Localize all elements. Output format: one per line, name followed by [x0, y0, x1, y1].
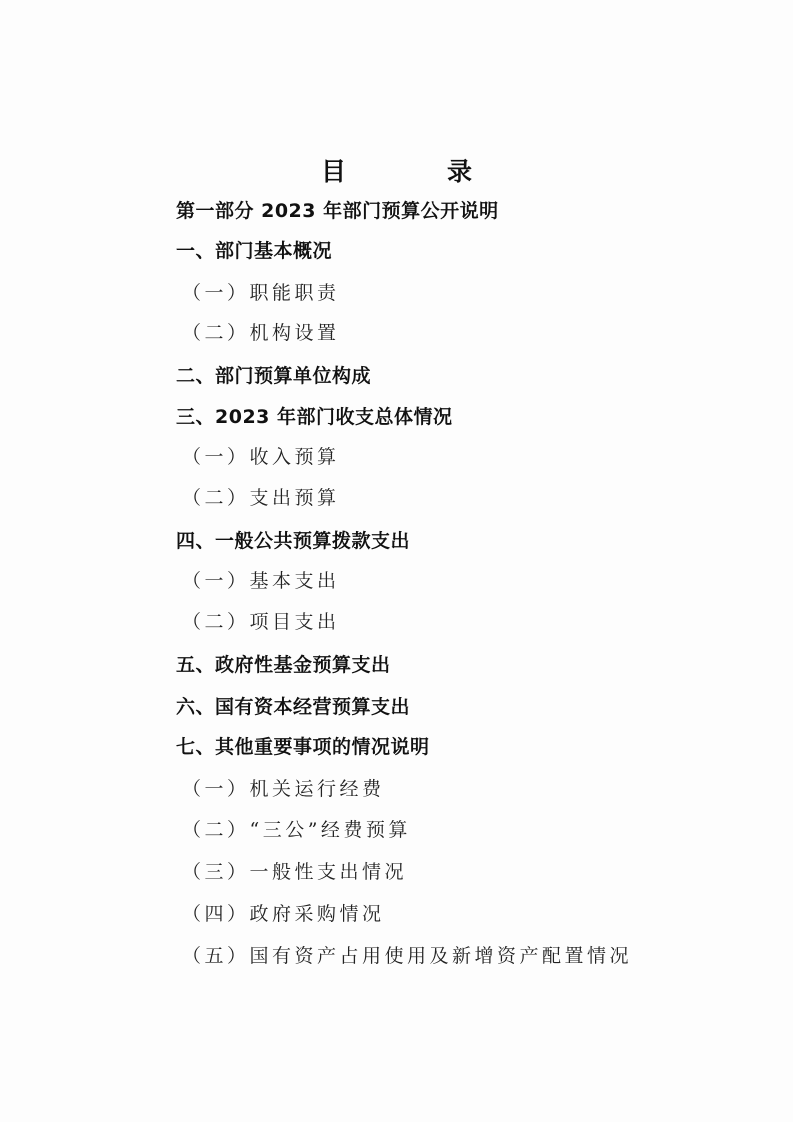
toc-heading: 六、国有资本经营预算支出 [176, 696, 411, 718]
toc-subitem: （四）政府采购情况 [182, 903, 385, 925]
page-title: 目 录 [320, 157, 510, 186]
toc-heading: 一、部门基本概况 [176, 240, 333, 262]
toc-subitem: （一）收入预算 [182, 446, 340, 468]
toc-subitem: （二）项目支出 [182, 611, 340, 633]
toc-heading: 五、政府性基金预算支出 [176, 654, 391, 676]
toc-heading: 二、部门预算单位构成 [176, 365, 372, 387]
toc-subitem: （一）职能职责 [182, 282, 340, 304]
toc-subitem: （三）一般性支出情况 [182, 861, 408, 883]
toc-subitem: （五）国有资产占用使用及新增资产配置情况 [182, 945, 633, 967]
toc-subitem: （二）机构设置 [182, 322, 340, 344]
toc-subitem: （二）“三公”经费预算 [182, 819, 411, 841]
toc-heading: 第一部分 2023 年部门预算公开说明 [176, 200, 499, 222]
toc-subitem: （一）机关运行经费 [182, 778, 385, 800]
toc-subitem: （一）基本支出 [182, 570, 340, 592]
toc-heading: 七、其他重要事项的情况说明 [176, 736, 430, 758]
toc-heading: 四、一般公共预算拨款支出 [176, 530, 411, 552]
toc-heading: 三、2023 年部门收支总体情况 [176, 406, 453, 428]
toc-subitem: （二）支出预算 [182, 487, 340, 509]
